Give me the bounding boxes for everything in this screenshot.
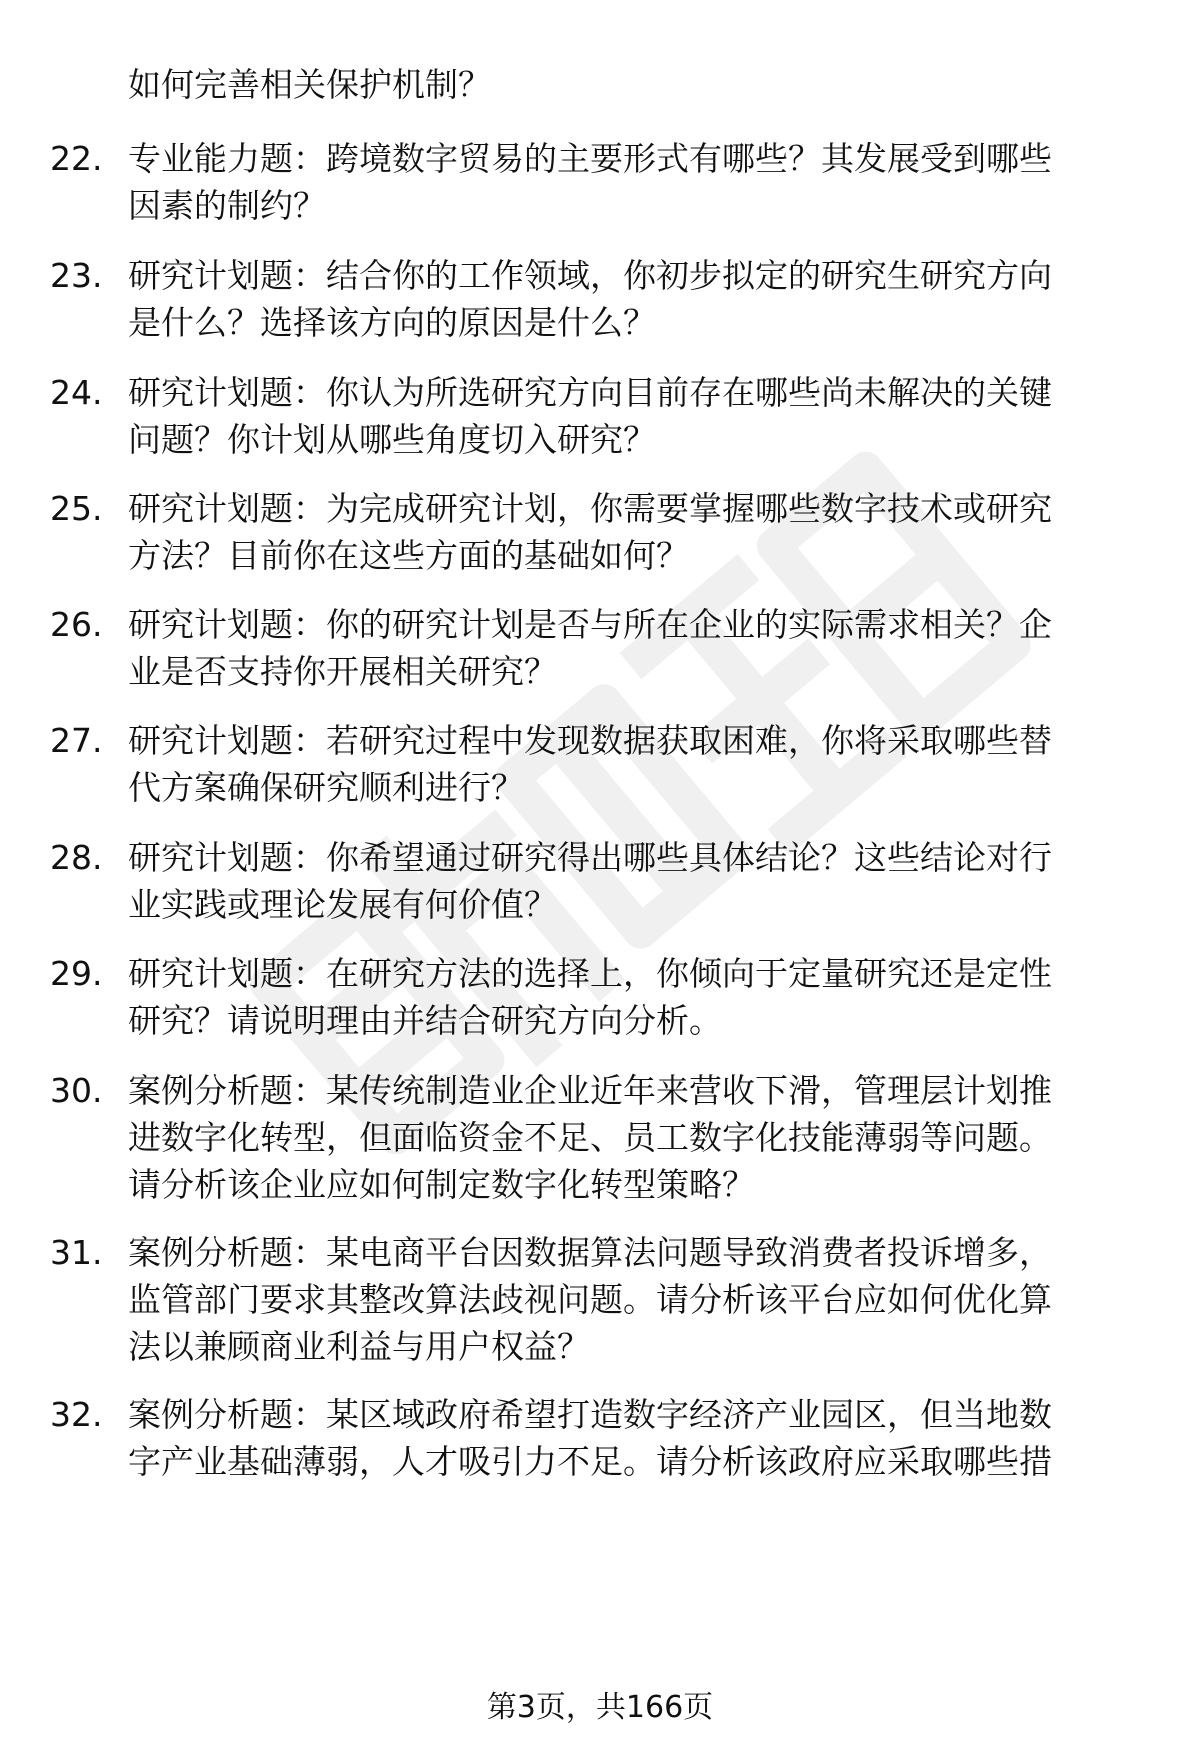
question-text-line: 法以兼顾商业利益与用户权益？ <box>128 1327 590 1366</box>
question-text-line: 业实践或理论发展有何价值？ <box>128 885 557 924</box>
question-text-line: 研究计划题：若研究过程中发现数据获取困难，你将采取哪些替 <box>128 721 1052 760</box>
question-number: 25. <box>50 489 103 528</box>
question-text-line: 研究计划题：你希望通过研究得出哪些具体结论？这些结论对行 <box>128 838 1052 877</box>
question-text-line: 研究？请说明理由并结合研究方向分析。 <box>128 1001 722 1040</box>
question-text-line: 研究计划题：你的研究计划是否与所在企业的实际需求相关？企 <box>128 605 1052 644</box>
question-text-line: 案例分析题：某区域政府希望打造数字经济产业园区，但当地数 <box>128 1395 1052 1434</box>
question-text-line: 进数字化转型，但面临资金不足、员工数字化技能薄弱等问题。 <box>128 1118 1052 1157</box>
question-text-line: 案例分析题：某传统制造业企业近年来营收下滑，管理层计划推 <box>128 1071 1052 1110</box>
question-number: 28. <box>50 838 103 877</box>
question-text-line: 问题？你计划从哪些角度切入研究？ <box>128 420 656 459</box>
question-number: 30. <box>50 1071 103 1110</box>
question-text-line: 研究计划题：你认为所选研究方向目前存在哪些尚未解决的关键 <box>128 373 1052 412</box>
question-text-line: 业是否支持你开展相关研究？ <box>128 652 557 691</box>
question-text-line: 因素的制约？ <box>128 186 326 225</box>
question-text-line: 专业能力题：跨境数字贸易的主要形式有哪些？其发展受到哪些 <box>128 139 1052 178</box>
question-number: 22. <box>50 139 103 178</box>
question-number: 29. <box>50 954 103 993</box>
continued-question-text: 如何完善相关保护机制？ <box>128 65 491 104</box>
question-number: 27. <box>50 721 103 760</box>
question-number: 31. <box>50 1233 103 1272</box>
question-text-line: 方法？目前你在这些方面的基础如何？ <box>128 536 689 575</box>
question-text-line: 代方案确保研究顺利进行？ <box>128 768 524 807</box>
question-number: 32. <box>50 1395 103 1434</box>
page-footer: 第3页，共166页 <box>486 1690 714 1725</box>
question-text-line: 请分析该企业应如何制定数字化转型策略？ <box>128 1165 755 1204</box>
question-text-line: 字产业基础薄弱，人才吸引力不足。请分析该政府应采取哪些措 <box>128 1442 1052 1481</box>
question-text-line: 研究计划题：在研究方法的选择上，你倾向于定量研究还是定性 <box>128 954 1052 993</box>
question-text-line: 案例分析题：某电商平台因数据算法问题导致消费者投诉增多， <box>128 1233 1052 1272</box>
question-number: 23. <box>50 256 103 295</box>
question-number: 26. <box>50 605 103 644</box>
question-text-line: 监管部门要求其整改算法歧视问题。请分析该平台应如何优化算 <box>128 1280 1052 1319</box>
question-number: 24. <box>50 373 103 412</box>
question-text-line: 是什么？选择该方向的原因是什么？ <box>128 303 656 342</box>
question-text-line: 研究计划题：结合你的工作领域，你初步拟定的研究生研究方向 <box>128 256 1052 295</box>
question-text-line: 研究计划题：为完成研究计划，你需要掌握哪些数字技术或研究 <box>128 489 1052 528</box>
